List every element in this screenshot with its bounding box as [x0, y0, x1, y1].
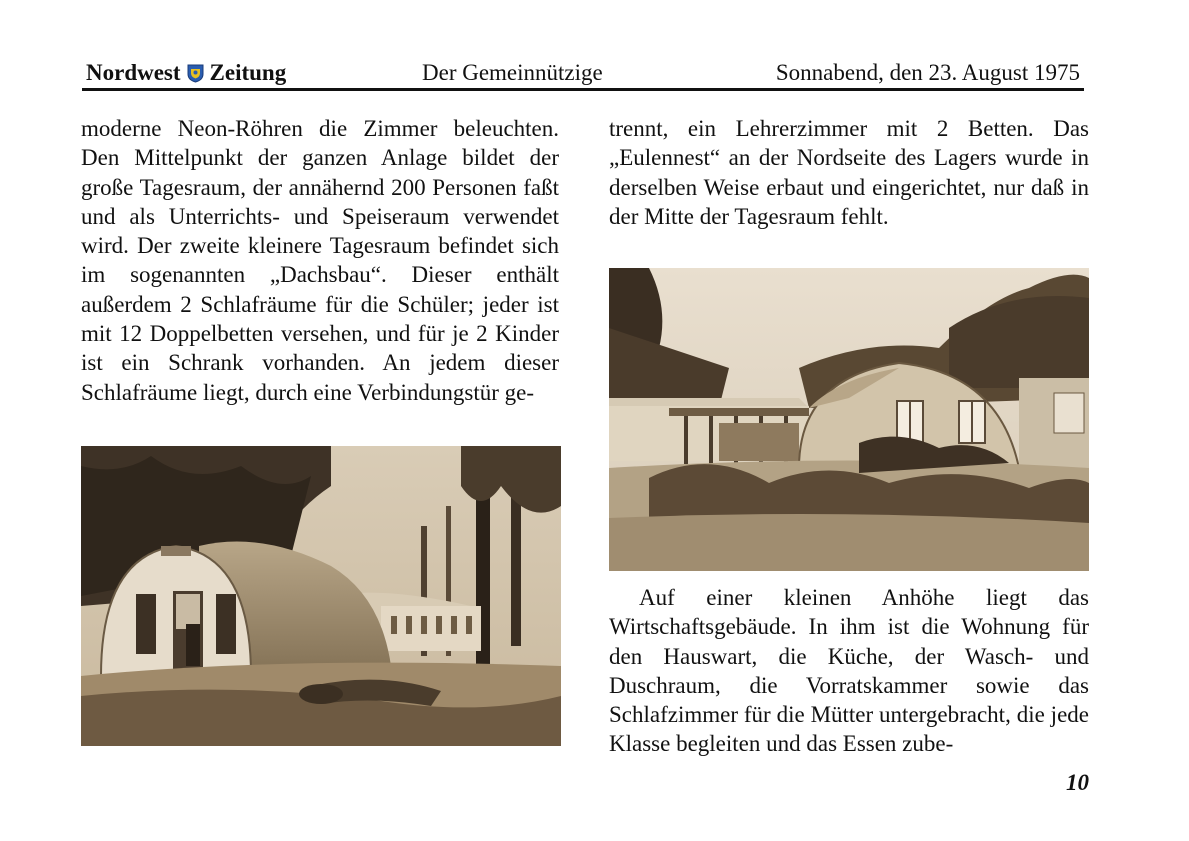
article-paragraph: trennt, ein Lehrerzimmer mit 2 Betten. Das „Eulennest“ an der Nordseite des Lagers wurde in derselben Weise erbaut und eingerichtet, nur daß in der Mitte der Tagesraum fehlt. [609, 116, 1089, 229]
quonset-hut-photo [609, 268, 1089, 571]
newspaper-masthead [86, 60, 286, 86]
article-paragraph: Auf einer kleinen Anhöhe liegt das Wirtschaftsgebäude. In ihm ist die Wohnung für den Hauswart, die Küche, der Wasch- und Duschraum, die Vorratskammer sowie das Schlafzimmer für die Mütter untergebracht, die jede Klasse begleiten und das Essen zube- [609, 585, 1089, 757]
coat-of-arms-icon [187, 64, 204, 83]
article-column-right-bottom [609, 583, 1089, 759]
article-column-left [81, 114, 559, 407]
photo-eulennest-hut [609, 268, 1089, 571]
article-column-right-top [609, 114, 1089, 231]
page-header [82, 56, 1084, 91]
page-number: 10 [1066, 770, 1089, 795]
masthead-nordwest: Nordwest [86, 60, 181, 85]
article-paragraph: moderne Neon-Röhren die Zimmer beleuchten. Den Mittelpunkt der ganzen Anlage bildet der große Tagesraum, der annähernd 200 Personen faßt und als Unterrichts- und Speiseraum verwendet wird. Der zweite kleinere Tagesraum befindet sich im sogenannten „Dachsbau“. Dieser enthält außerdem 2 Schlafräume für die Schüler; jeder ist mit 12 Doppelbetten versehen, und für je 2 Kinder ist ein Schrank vorhanden. An jedem dieser Schlafräume liegt, durch eine Verbindungstür ge- [81, 116, 559, 405]
section-title: Der Gemeinnützige [422, 60, 603, 85]
masthead-zeitung: Zeitung [209, 60, 287, 85]
issue-date: Sonnabend, den 23. August 1975 [775, 60, 1080, 85]
photo-dachsbau-hut [81, 446, 561, 746]
quonset-hut-photo [81, 446, 561, 746]
